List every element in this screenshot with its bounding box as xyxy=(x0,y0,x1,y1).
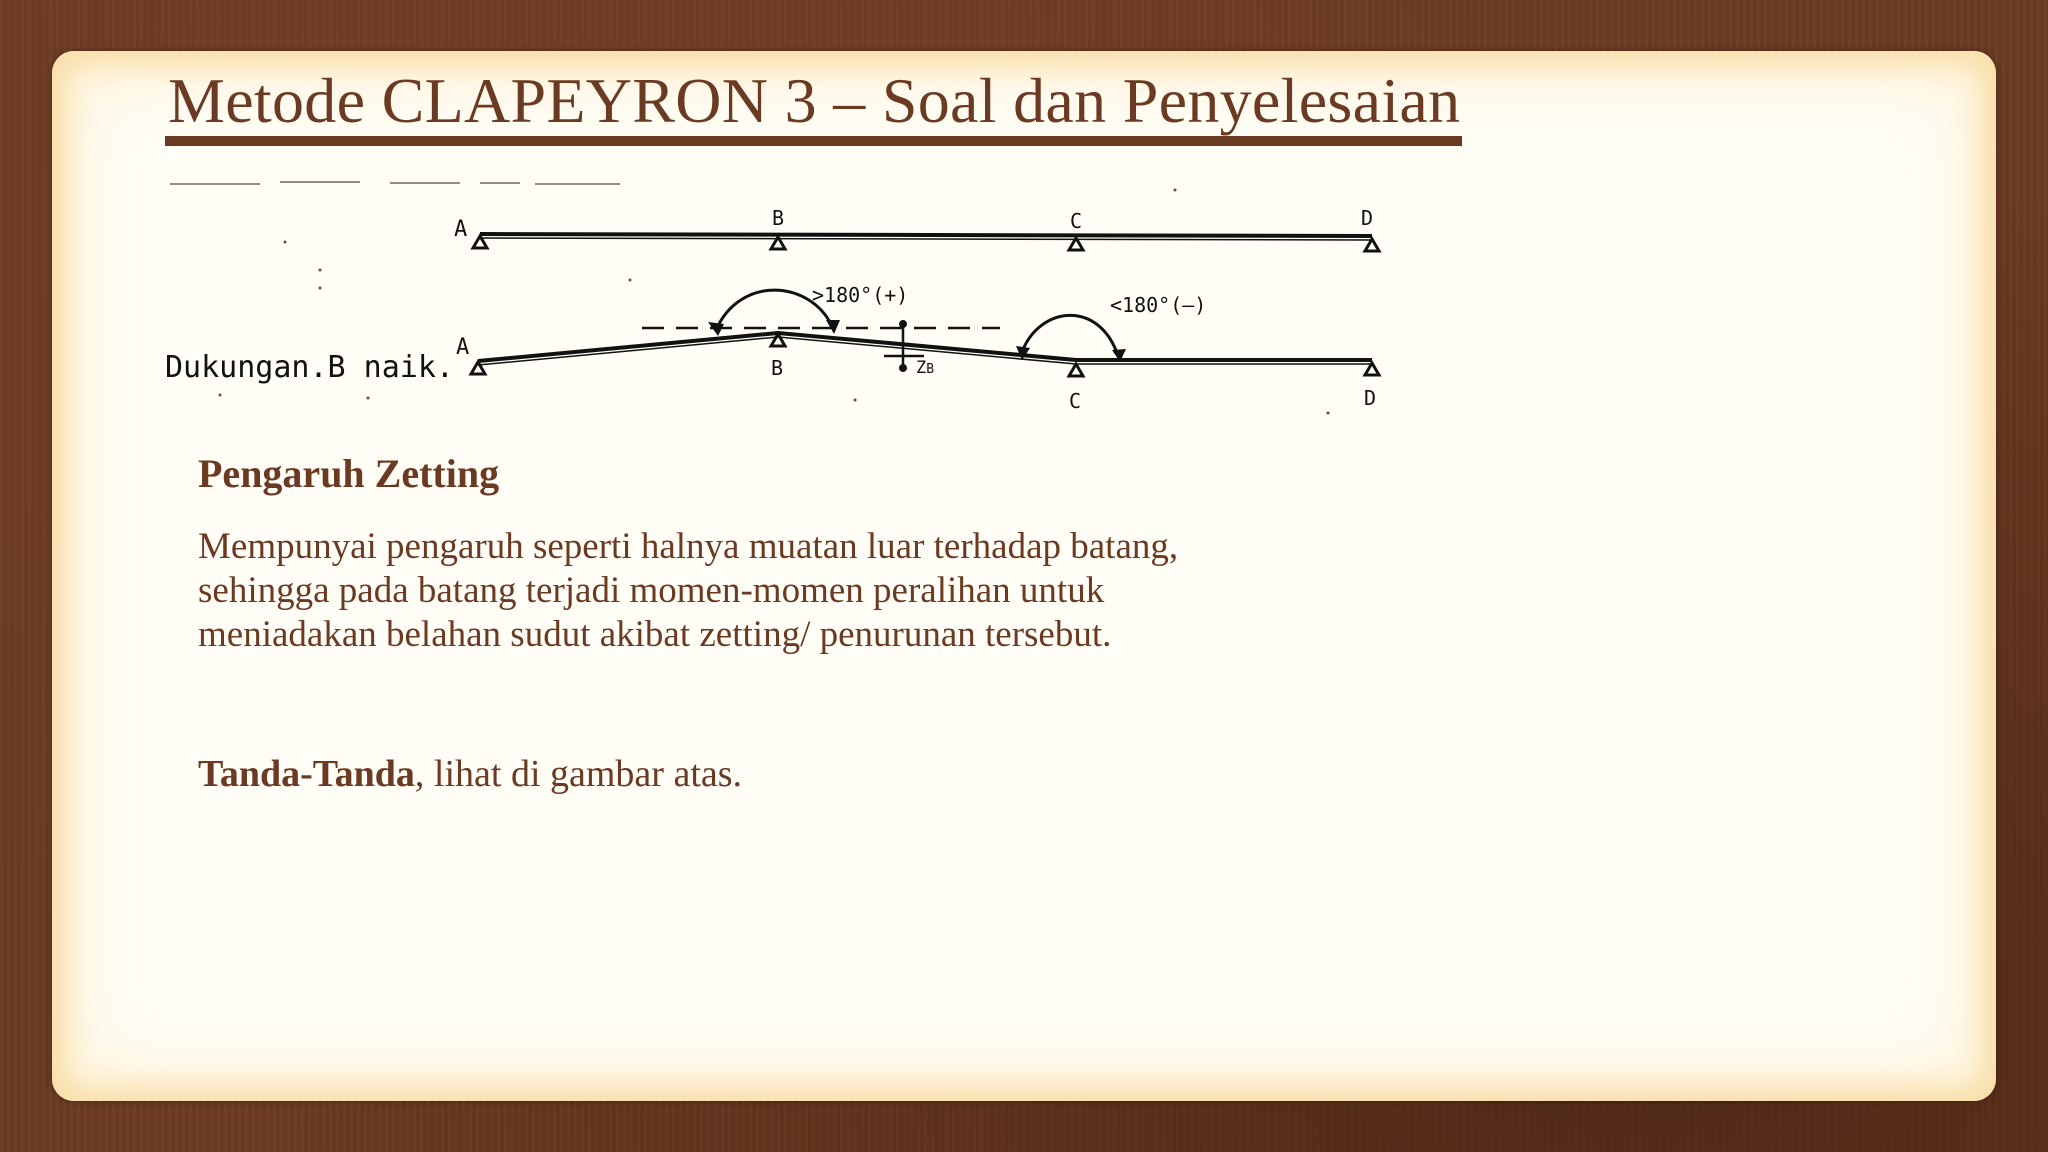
support-b-bottom xyxy=(771,334,785,346)
scan-noise xyxy=(170,182,620,184)
slide-title: Metode CLAPEYRON 3 – Soal dan Penyelesaian xyxy=(168,65,1461,136)
settlement-label: ZB xyxy=(916,358,935,378)
beam-diagram xyxy=(160,170,1420,430)
title-underline xyxy=(165,136,1462,146)
figure-caption: Dukungan.B naik. xyxy=(165,350,454,385)
body-line-3: meniadakan belahan sudut akibat zetting/ penurunan tersebut. xyxy=(198,614,1112,655)
signs-note xyxy=(198,752,742,796)
label-a-top: A xyxy=(454,217,468,242)
signs-note-bold: Tanda-Tanda xyxy=(198,753,415,795)
label-b-top: B xyxy=(772,206,785,230)
label-d-top: D xyxy=(1361,206,1374,230)
beam-diagram-svg xyxy=(160,170,1420,430)
body-line-2: sehingga pada batang terjadi momen-momen peralihan untuk xyxy=(198,570,1105,611)
support-d-bottom xyxy=(1365,363,1379,375)
angle-arc-minus xyxy=(1022,315,1118,356)
body-line-1: Mempunyai pengaruh seperti halnya muatan luar terhadap batang, xyxy=(198,526,1179,567)
deformed-beam xyxy=(165,283,1379,413)
label-c-top: C xyxy=(1070,209,1083,233)
label-c-bottom: C xyxy=(1069,389,1082,413)
section-heading: Pengaruh Zetting xyxy=(198,451,500,496)
label-d-bottom: D xyxy=(1364,386,1377,410)
original-beam xyxy=(454,206,1379,251)
body-paragraph xyxy=(198,525,1458,657)
signs-note-rest: , lihat di gambar atas. xyxy=(414,753,743,795)
label-a-bottom: A xyxy=(456,335,470,360)
support-c-bottom xyxy=(1069,364,1083,376)
support-d-top xyxy=(1365,239,1379,251)
label-b-bottom: B xyxy=(771,356,784,380)
angle-label-plus: >180°(+) xyxy=(812,283,909,307)
angle-label-minus: <180°(–) xyxy=(1110,293,1207,317)
